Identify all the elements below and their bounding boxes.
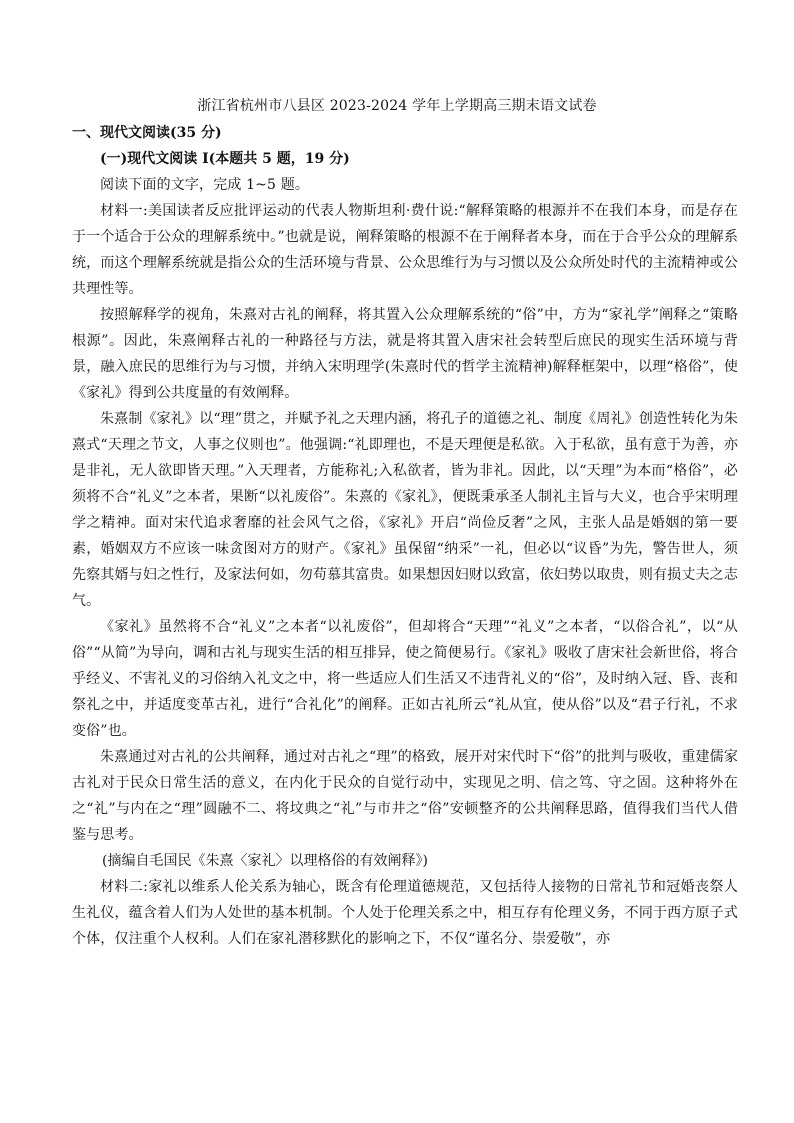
paragraph: 朱熹制《家礼》以“理”贯之，并赋予礼之天理内涵，将孔子的道德之礼、制度《周礼》创造性转化为朱熹式“天理之节文，人事之仪则也”。他强调:“礼即理也，不是天理便是私欲。入于私欲，虽有意于为善，亦是非礼，无人欲即皆天理。”入天理者，方能称礼;入私欲者，皆为非礼。因此，以“天理”为本而“格俗”，必须将不合“礼义”之本者，果断“以礼废俗”。朱熹的《家礼》，便既秉承圣人制礼主旨与大义，也合乎宋明理学之精神。面对宋代追求奢靡的社会风气之俗，《家礼》开启“尚俭反奢”之风，主张人品是婚姻的第一要素，婚姻双方不应该一味贪图对方的财产。《家礼》虽保留“纳采”一礼，但必以“议昏”为先，警告世人，须先察其婿与妇之性行，及家法何如，勿苟慕其富贵。如果想因妇财以致富，依妇势以取贵，则有损丈夫之志气。 bbox=[72, 411, 738, 609]
section-heading: 一、现代文阅读(35 分) bbox=[72, 125, 222, 141]
subsection-heading: (一)现代文阅读 I(本题共 5 题，19 分) bbox=[100, 151, 350, 167]
exam-title: 浙江省杭州市八县区 2023-2024 学年上学期高三期末语文试卷 bbox=[197, 98, 597, 114]
paragraph: 材料一:美国读者反应批评运动的代表人物斯坦利·费什说:“解释策略的根源并不在我们本身，而是存在于一个适合于公众的理解系统中。”也就是说，阐释策略的根源不在于阐释者本身，而在于合乎公众的理解系统，而这个理解系统就是指公众的生活环境与背景、公众思维行为与习惯以及公众所处时代的主流精神或公共理性等。 bbox=[72, 203, 738, 297]
instruction-text: 阅读下面的文字，完成 1~5 题。 bbox=[100, 177, 309, 193]
source-citation: (摘编自毛国民《朱熹〈家礼〉以理格俗的有效阐释》) bbox=[102, 853, 428, 869]
paragraph: 按照解释学的视角，朱熹对古礼的阐释，将其置入公众理解系统的“俗”中，方为“家礼学”阐释之“策略根源”。因此，朱熹阐释古礼的一种路径与方法，就是将其置入唐宋社会转型后庶民的现实生活环境与背景，融入庶民的思维行为与习惯，并纳入宋明理学(朱熹时代的哲学主流精神)解释框架中，以理“格俗”，使《家礼》得到公共度量的有效阐释。 bbox=[72, 307, 738, 401]
paragraph: 朱熹通过对古礼的公共阐释，通过对古礼之“理”的格致，展开对宋代时下“俗”的批判与吸收，重建儒家古礼对于民众日常生活的意义，在内化于民众的自觉行动中，实现见之明、信之笃、守之固。这种将外在之“礼”与内在之“理”圆融不二、将坟典之“礼”与市井之“俗”安顿整齐的公共阐释思路，值得我们当代人借鉴与思考。 bbox=[72, 749, 738, 843]
paragraph: 《家礼》虽然将不合“礼义”之本者“以礼废俗”，但却将合“天理”“礼义”之本者，“以俗合礼”，以“从俗”“从简”为导向，调和古礼与现实生活的相互排异，使之简便易行。《家礼》吸收了唐宋社会新世俗，将合乎经义、不害礼义的习俗纳入礼文之中，将一些适应人们生活又不违背礼义的“俗”，及时纳入冠、昏、丧和祭礼之中，并适度变革古礼，进行“合礼化”的阐释。正如古礼所云“礼从宜，使从俗”以及“君子行礼，不求变俗”也。 bbox=[72, 619, 738, 739]
paragraph: 材料二:家礼以维系人伦关系为轴心，既含有伦理道德规范，又包括待人接物的日常礼节和冠婚丧祭人生礼仪，蕴含着人们为人处世的基本机制。个人处于伦理关系之中，相互存有伦理义务，不同于西方原子式个体，仅注重个人权利。人们在家礼潜移默化的影响之下，不仅“谨名分、崇爱敬”，亦 bbox=[72, 879, 738, 947]
document-body bbox=[72, 120, 738, 952]
